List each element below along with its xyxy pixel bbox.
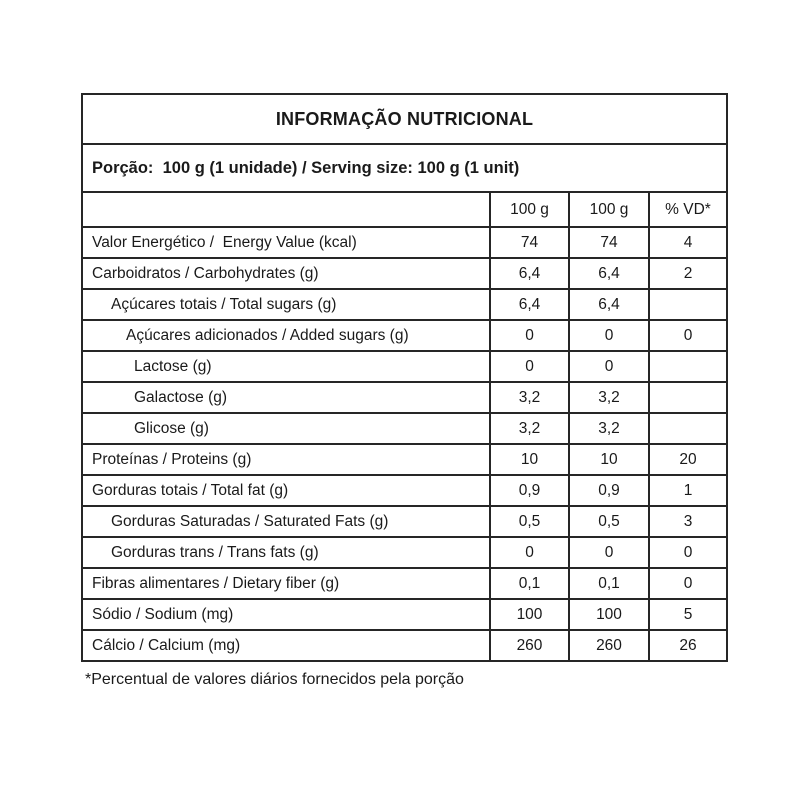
row-label: Gorduras totais / Total fat (g) (82, 475, 490, 506)
value-cell: 6,4 (569, 289, 649, 320)
vd-cell: 26 (649, 630, 727, 661)
table-title: INFORMAÇÃO NUTRICIONAL (82, 94, 727, 144)
daily-values-footnote: *Percentual de valores diários fornecidos pela porção (85, 671, 464, 688)
row-label: Sódio / Sodium (mg) (82, 599, 490, 630)
vd-cell (649, 351, 727, 382)
value-cell: 0 (569, 351, 649, 382)
table-row-carbohydrates (82, 258, 727, 289)
column-header-empty (82, 192, 490, 227)
value-cell: 260 (569, 630, 649, 661)
vd-cell: 0 (649, 320, 727, 351)
row-label: Gorduras Saturadas / Saturated Fats (g) (82, 506, 490, 537)
table-row-lactose (82, 351, 727, 382)
table-row-sodium (82, 599, 727, 630)
value-cell: 3,2 (490, 413, 569, 444)
value-cell: 0,1 (569, 568, 649, 599)
serving-size-text: Porção: 100 g (1 unidade) / Serving size: 100 g (1 unit) (82, 144, 727, 192)
column-header-100g-2: 100 g (569, 192, 649, 227)
vd-cell (649, 289, 727, 320)
value-cell: 100 (569, 599, 649, 630)
value-cell: 0 (569, 320, 649, 351)
row-label: Açúcares adicionados / Added sugars (g) (82, 320, 490, 351)
nutrition-facts-table (81, 93, 728, 662)
value-cell: 3,2 (569, 413, 649, 444)
value-cell: 0 (490, 320, 569, 351)
vd-cell: 1 (649, 475, 727, 506)
vd-cell: 0 (649, 568, 727, 599)
row-label: Proteínas / Proteins (g) (82, 444, 490, 475)
vd-cell: 3 (649, 506, 727, 537)
vd-cell: 5 (649, 599, 727, 630)
value-cell: 6,4 (569, 258, 649, 289)
vd-cell: 20 (649, 444, 727, 475)
table-row-proteins (82, 444, 727, 475)
column-header-vd: % VD* (649, 192, 727, 227)
row-label: Carboidratos / Carbohydrates (g) (82, 258, 490, 289)
table-row-dietary-fiber (82, 568, 727, 599)
column-header-100g-1: 100 g (490, 192, 569, 227)
table-row-glucose (82, 413, 727, 444)
value-cell: 3,2 (490, 382, 569, 413)
value-cell: 0,1 (490, 568, 569, 599)
row-label: Valor Energético / Energy Value (kcal) (82, 227, 490, 258)
value-cell: 260 (490, 630, 569, 661)
vd-cell (649, 382, 727, 413)
value-cell: 0 (569, 537, 649, 568)
table-row-saturated-fats (82, 506, 727, 537)
row-label: Fibras alimentares / Dietary fiber (g) (82, 568, 490, 599)
value-cell: 3,2 (569, 382, 649, 413)
value-cell: 74 (490, 227, 569, 258)
table-row-total-fat (82, 475, 727, 506)
value-cell: 0,5 (569, 506, 649, 537)
value-cell: 6,4 (490, 289, 569, 320)
table-row-galactose (82, 382, 727, 413)
row-label: Glicose (g) (82, 413, 490, 444)
value-cell: 0,9 (490, 475, 569, 506)
value-cell: 0 (490, 351, 569, 382)
table-row-trans-fats (82, 537, 727, 568)
table-row-total-sugars (82, 289, 727, 320)
value-cell: 0,9 (569, 475, 649, 506)
row-label: Galactose (g) (82, 382, 490, 413)
row-label: Cálcio / Calcium (mg) (82, 630, 490, 661)
vd-cell (649, 413, 727, 444)
value-cell: 6,4 (490, 258, 569, 289)
table-row-calcium (82, 630, 727, 661)
vd-cell: 4 (649, 227, 727, 258)
value-cell: 0,5 (490, 506, 569, 537)
row-label: Gorduras trans / Trans fats (g) (82, 537, 490, 568)
value-cell: 10 (569, 444, 649, 475)
value-cell: 74 (569, 227, 649, 258)
value-cell: 10 (490, 444, 569, 475)
table-row-added-sugars (82, 320, 727, 351)
serving-size-row (82, 144, 727, 192)
vd-cell: 2 (649, 258, 727, 289)
row-label: Açúcares totais / Total sugars (g) (82, 289, 490, 320)
value-cell: 100 (490, 599, 569, 630)
table-title-row (82, 94, 727, 144)
row-label: Lactose (g) (82, 351, 490, 382)
table-row-energy (82, 227, 727, 258)
column-header-row (82, 192, 727, 227)
value-cell: 0 (490, 537, 569, 568)
vd-cell: 0 (649, 537, 727, 568)
